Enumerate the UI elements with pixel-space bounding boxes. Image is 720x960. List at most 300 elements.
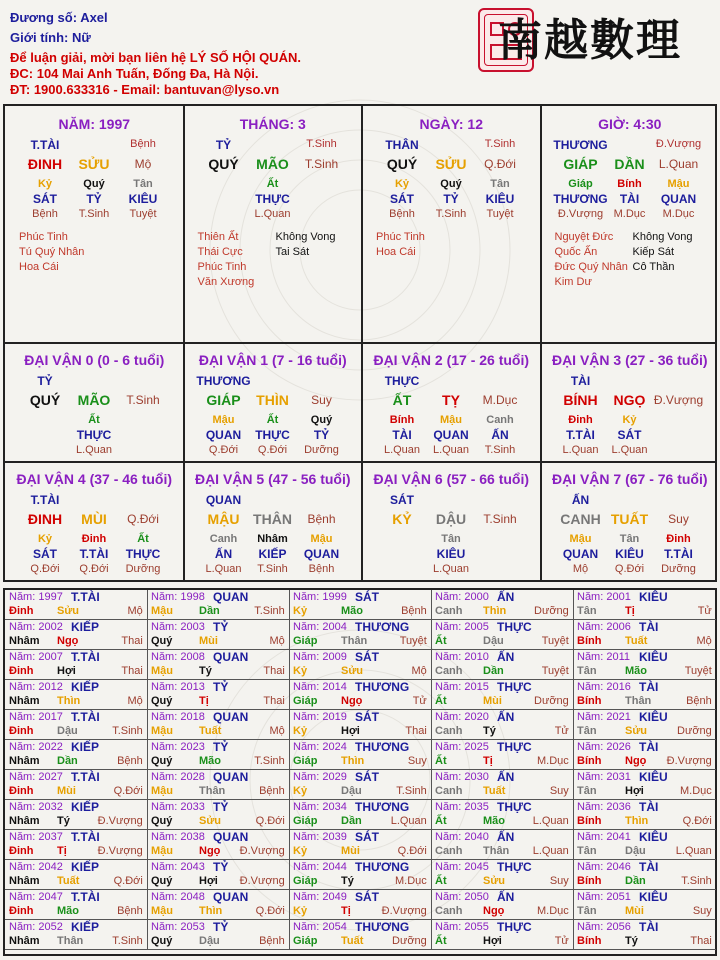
year-cell (147, 920, 290, 950)
stem-god: QUAN (205, 493, 242, 507)
hidden-stem: Kỷ (622, 414, 637, 426)
year-god: T.TÀI (71, 590, 100, 604)
pillar-3 (541, 106, 720, 342)
earthly-branch: TUẤT (610, 511, 649, 527)
contact-line: Để luận giải, mời bạn liên hệ LÝ SỐ HỘI QUÁN. (10, 50, 301, 65)
earthly-branch: MÃO (256, 156, 289, 172)
branch-phase: T.Sinh (126, 393, 160, 407)
earthly-branch: TỴ (442, 392, 460, 408)
star-item: Thiên Ất (197, 231, 239, 243)
stem-god: SÁT (390, 493, 414, 507)
year-god: SÁT (355, 770, 379, 784)
pillar-title: NĂM: 1997 (58, 116, 131, 132)
year-god: KIẾP (71, 920, 100, 934)
hidden-phase: Q.Đới (208, 444, 239, 456)
hidden-god: TỶ (86, 192, 102, 206)
year-god: ẤN (497, 590, 515, 604)
year-cell (147, 890, 290, 920)
hidden-stem: Ất (266, 414, 279, 426)
stem-god: T.TÀI (30, 493, 60, 507)
year-god: TÀI (639, 680, 659, 694)
year-branch: Sửu (57, 605, 80, 617)
year-phase: T.Sinh (112, 935, 143, 947)
year-cell (289, 680, 432, 710)
year-label: Năm: 2045 (435, 861, 489, 873)
hidden-stem: Ất (266, 178, 279, 190)
year-god: QUAN (213, 710, 249, 724)
stem-god: THƯƠNG (553, 138, 608, 152)
earthly-branch: MÃO (77, 392, 111, 408)
year-phase: L.Quan (675, 845, 712, 857)
year-label: Năm: 2056 (577, 921, 631, 933)
year-stem: Tân (577, 785, 597, 797)
year-stem: Bính (577, 875, 602, 887)
year-stem: Mậu (151, 665, 173, 677)
star-item: Tai Sát (275, 246, 310, 258)
heavenly-stem: ĐINH (27, 511, 63, 527)
year-branch: Mùi (199, 635, 218, 647)
year-stem: Nhâm (9, 935, 40, 947)
year-god: ẤN (497, 650, 515, 664)
hidden-phase: Tuyệt (486, 208, 514, 220)
year-cell (573, 650, 716, 680)
hidden-stem: Kỷ (37, 533, 53, 545)
year-branch: Mão (625, 665, 647, 677)
year-god: QUAN (213, 830, 249, 844)
year-branch: Dậu (483, 635, 504, 647)
year-phase: Thai (263, 665, 285, 677)
star-item: Kim Dư (554, 276, 592, 288)
year-branch: Thân (199, 785, 226, 797)
year-label: Năm: 2044 (293, 861, 347, 873)
year-branch: Mão (483, 815, 505, 827)
year-god: QUAN (213, 590, 249, 604)
year-label: Năm: 2026 (577, 741, 631, 753)
year-label: Năm: 1997 (9, 591, 63, 603)
year-god: SÁT (355, 890, 379, 904)
year-cell (431, 680, 574, 710)
year-phase: Tuyệt (399, 635, 427, 647)
hidden-stem: Bính (617, 178, 642, 190)
year-phase: Thai (121, 665, 143, 677)
year-phase: Thai (121, 635, 143, 647)
year-branch: Hợi (625, 785, 644, 797)
year-branch: Hợi (57, 665, 76, 677)
star-item: Nguyệt Đức (554, 231, 614, 243)
hidden-stem: Tân (619, 533, 640, 545)
year-god: THỰC (497, 920, 532, 934)
year-stem: Bính (577, 635, 602, 647)
year-branch: Mão (199, 755, 221, 767)
year-branch: Tị (341, 905, 351, 917)
year-phase: L.Quan (532, 815, 569, 827)
year-branch: Dậu (57, 725, 78, 737)
hidden-phase: T.Sinh (78, 208, 110, 220)
year-cell (147, 740, 290, 770)
year-phase: L.Quan (390, 815, 427, 827)
hidden-phase: Tuyệt (129, 208, 157, 220)
year-label: Năm: 2041 (577, 831, 631, 843)
hidden-god: TỶ (443, 192, 459, 206)
branch-phase: T.Sinh (483, 512, 517, 526)
stem-phase: T.Sinh (484, 138, 516, 150)
year-branch: Tuất (57, 875, 80, 887)
year-stem: Quý (151, 875, 173, 887)
year-cell (289, 620, 432, 650)
stem-god: THƯƠNG (196, 374, 251, 388)
year-cell (5, 680, 148, 710)
year-stem: Kỷ (293, 905, 308, 917)
dai-van-6 (362, 463, 541, 580)
year-label: Năm: 2010 (435, 651, 489, 663)
star-item: Quốc Ấn (554, 246, 598, 258)
year-god: KIẾP (71, 800, 100, 814)
year-phase: Thai (263, 695, 285, 707)
star-item: Cô Thần (632, 261, 675, 273)
year-phase: T.Sinh (254, 605, 285, 617)
year-phase: M.Dục (680, 785, 712, 797)
year-stem: Quý (151, 815, 173, 827)
branch-phase: Q.Đới (127, 512, 159, 526)
hidden-phase: Dưỡng (125, 563, 161, 575)
year-god: THỰC (497, 800, 532, 814)
year-stem: Giáp (293, 815, 318, 827)
year-phase: Dưỡng (392, 935, 427, 947)
year-cell (573, 740, 716, 770)
hidden-stem: Mậu (212, 414, 235, 426)
year-phase: Q.Đới (113, 785, 143, 797)
year-cell (5, 770, 148, 800)
year-stem: Tân (577, 725, 597, 737)
year-phase: Mộ (127, 695, 143, 707)
year-stem: Mậu (151, 845, 173, 857)
year-stem: Bính (577, 695, 602, 707)
year-label: Năm: 2046 (577, 861, 631, 873)
year-cell (5, 650, 148, 680)
dai-van-7 (541, 463, 720, 580)
hidden-god: QUAN (562, 547, 599, 561)
heavenly-stem: QUÝ (386, 156, 418, 172)
year-label: Năm: 2037 (9, 831, 63, 843)
star-item: Kiếp Sát (632, 246, 675, 258)
hidden-phase: L.Quan (562, 444, 599, 456)
year-phase: Q.Đới (113, 875, 143, 887)
year-stem: Kỷ (293, 845, 308, 857)
year-phase: Mộ (411, 665, 427, 677)
hidden-stem: Quý (83, 178, 105, 190)
year-god: KIÊU (639, 650, 668, 664)
year-phase: Tử (554, 725, 569, 737)
year-cell (5, 860, 148, 890)
earthly-branch: SỬU (78, 156, 110, 172)
year-phase: Bệnh (259, 935, 285, 947)
year-branch: Thìn (57, 695, 81, 707)
stem-phase: Đ.Vượng (655, 138, 702, 150)
year-stem: Kỷ (293, 665, 308, 677)
year-cell (5, 890, 148, 920)
pillars-grid (3, 104, 717, 582)
year-god: T.TÀI (71, 770, 100, 784)
hidden-stem: Đinh (666, 533, 691, 545)
hidden-god: KIÊU (436, 547, 466, 561)
year-label: Năm: 2040 (435, 831, 489, 843)
branch-phase: Q.Đới (484, 157, 516, 171)
pillar-title: GIỜ: 4:30 (598, 116, 662, 132)
year-phase: Tuyệt (541, 665, 569, 677)
hidden-god: QUAN (433, 428, 469, 442)
hidden-phase: Q.Đới (79, 563, 109, 575)
year-cell (5, 620, 148, 650)
year-cell (289, 800, 432, 830)
year-stem: Đinh (9, 845, 34, 857)
year-phase: Bệnh (117, 905, 143, 917)
year-cell (431, 830, 574, 860)
year-stem: Kỷ (293, 605, 308, 617)
hidden-god: THỰC (255, 428, 290, 442)
year-label: Năm: 2043 (151, 861, 205, 873)
heavenly-stem: ẤT (392, 392, 412, 408)
hidden-phase: Dưỡng (661, 563, 696, 575)
hidden-god: ẤN (214, 547, 233, 561)
year-branch: Dần (199, 605, 220, 617)
year-cell (289, 770, 432, 800)
hidden-god: KIẾP (258, 547, 287, 561)
hidden-phase: L.Quan (432, 444, 470, 456)
year-stem: Ất (435, 755, 447, 767)
year-cell (5, 590, 148, 620)
year-god: KIÊU (639, 590, 668, 604)
year-cell (289, 830, 432, 860)
year-god: SÁT (355, 710, 379, 724)
hidden-god: T.TÀI (79, 547, 109, 561)
phone-email-line: ĐT: 1900.633316 - Email: bantuvan@lyso.vn (10, 82, 280, 97)
year-branch: Dậu (199, 935, 220, 947)
year-god: THỰC (497, 740, 532, 754)
year-branch: Thìn (483, 605, 507, 617)
year-stem: Nhâm (9, 755, 40, 767)
year-cell (573, 800, 716, 830)
year-phase: Bệnh (117, 755, 143, 767)
year-stem: Quý (151, 935, 173, 947)
year-branch: Sửu (483, 875, 506, 887)
hidden-phase: Q.Đới (30, 563, 60, 575)
year-god: THỰC (497, 860, 532, 874)
year-branch: Dậu (625, 845, 646, 857)
year-stem: Quý (151, 755, 173, 767)
year-god: THỰC (497, 620, 532, 634)
address-line: ĐC: 104 Mai Anh Tuấn, Đống Đa, Hà Nội. (10, 66, 259, 81)
year-cell (431, 800, 574, 830)
stem-god: T.TÀI (30, 138, 60, 152)
year-cell (5, 830, 148, 860)
stem-phase: Bệnh (130, 138, 156, 150)
year-branch: Thân (57, 935, 84, 947)
year-cell (5, 920, 148, 950)
hidden-stem: Mậu (667, 178, 690, 190)
year-label: Năm: 2003 (151, 621, 205, 633)
year-label: Năm: 2036 (577, 801, 631, 813)
hidden-phase: Dưỡng (304, 444, 339, 456)
hidden-stem: Tân (133, 178, 153, 190)
year-label: Năm: 2054 (293, 921, 347, 933)
year-cell (573, 620, 716, 650)
hidden-phase: T.Sinh (435, 208, 467, 220)
year-god: QUAN (213, 890, 249, 904)
year-stem: Đinh (9, 665, 34, 677)
hidden-stem: Tân (490, 178, 510, 190)
year-stem: Giáp (293, 875, 318, 887)
year-god: ẤN (497, 890, 515, 904)
year-branch: Ngọ (483, 905, 505, 917)
earthly-branch: THÌN (256, 392, 289, 408)
stem-god: TỶ (37, 374, 53, 388)
header (0, 0, 720, 104)
hidden-stem: Mậu (440, 414, 462, 426)
year-branch: Thìn (199, 905, 223, 917)
year-god: T.TÀI (71, 890, 100, 904)
hidden-god: THỰC (255, 192, 290, 206)
year-stem: Nhâm (9, 635, 40, 647)
year-god: THƯƠNG (355, 740, 410, 754)
earthly-branch: DẦN (614, 156, 645, 172)
year-branch: Mùi (625, 905, 644, 917)
year-cell (5, 710, 148, 740)
year-cell (431, 650, 574, 680)
hidden-phase: L.Quan (383, 444, 421, 456)
year-god: ẤN (497, 710, 515, 724)
pillar-title: THÁNG: 3 (239, 116, 306, 132)
hidden-phase: Q.Đới (257, 444, 288, 456)
hidden-phase: Mộ (572, 563, 589, 575)
year-stem: Canh (435, 845, 463, 857)
year-label: Năm: 2050 (435, 891, 489, 903)
year-god: SÁT (355, 590, 379, 604)
year-stem: Mậu (151, 785, 173, 797)
pillar-2 (362, 106, 541, 342)
branch-phase: Suy (311, 393, 332, 407)
year-branch: Thân (483, 845, 510, 857)
hidden-god: KIÊU (128, 192, 158, 206)
hidden-god: THƯƠNG (553, 192, 608, 206)
hidden-stem: Quý (310, 414, 333, 426)
year-label: Năm: 2001 (577, 591, 631, 603)
year-cell (289, 590, 432, 620)
year-label: Năm: 2014 (293, 681, 347, 693)
year-phase: Q.Đới (397, 845, 427, 857)
year-branch: Mão (341, 605, 363, 617)
branch-phase: M.Dục (482, 393, 518, 407)
year-label: Năm: 2031 (577, 771, 631, 783)
year-god: TÀI (639, 920, 659, 934)
year-god: TỶ (213, 740, 229, 754)
hidden-stem: Kỷ (37, 178, 53, 190)
year-label: Năm: 2039 (293, 831, 347, 843)
gender-line (10, 30, 91, 46)
hidden-stem: Bính (389, 414, 415, 426)
stem-god: THÂN (385, 138, 419, 152)
year-phase: Dưỡng (534, 695, 569, 707)
year-stem: Bính (577, 935, 602, 947)
branch-phase: Bệnh (307, 512, 336, 526)
year-phase: M.Dục (537, 755, 569, 767)
gender-label: Giới tính: (10, 30, 69, 45)
earthly-branch: SỬU (435, 156, 467, 172)
year-phase: Q.Đới (255, 905, 285, 917)
year-phase: Bệnh (686, 695, 712, 707)
year-branch: Tuất (483, 785, 506, 797)
year-label: Năm: 2018 (151, 711, 205, 723)
year-phase: Suy (407, 755, 427, 767)
year-label: Năm: 2055 (435, 921, 489, 933)
year-stem: Giáp (293, 695, 318, 707)
year-stem: Giáp (293, 635, 318, 647)
star-item: Phúc Tinh (197, 261, 247, 273)
hidden-god: QUAN (303, 547, 340, 561)
year-phase: Tử (554, 935, 569, 947)
year-cell (431, 590, 574, 620)
year-god: QUAN (213, 650, 249, 664)
year-phase: Bệnh (401, 605, 427, 617)
gender-value: Nữ (71, 30, 91, 45)
year-god: TÀI (639, 860, 659, 874)
year-stem: Giáp (293, 935, 318, 947)
heavenly-stem: QUÝ (208, 156, 239, 172)
year-phase: Đ.Vượng (97, 815, 143, 827)
year-stem: Mậu (151, 905, 173, 917)
year-phase: Dưỡng (534, 605, 569, 617)
year-branch: Ngọ (57, 635, 79, 647)
dai-van-title: ĐẠI VẬN 2 (17 - 26 tuổi) (373, 352, 530, 368)
year-label: Năm: 2008 (151, 651, 205, 663)
year-cell (289, 920, 432, 950)
year-branch: Hợi (483, 935, 502, 947)
year-label: Năm: 2032 (9, 801, 63, 813)
earthly-branch: DẬU (435, 511, 467, 527)
year-stem: Đinh (9, 905, 34, 917)
year-label: Năm: 2006 (577, 621, 631, 633)
year-god: THƯƠNG (355, 860, 410, 874)
heavenly-stem: CANH (560, 511, 601, 527)
year-branch: Ngọ (341, 695, 363, 707)
hidden-stem: Mậu (310, 533, 333, 545)
heavenly-stem: ĐINH (27, 156, 63, 172)
year-cell (147, 830, 290, 860)
year-god: TỶ (213, 680, 229, 694)
year-label: Năm: 2029 (293, 771, 347, 783)
year-label: Năm: 2012 (9, 681, 63, 693)
year-god: T.TÀI (71, 830, 100, 844)
year-branch: Dậu (341, 785, 362, 797)
year-cell (289, 860, 432, 890)
year-label: Năm: 2009 (293, 651, 347, 663)
year-label: Năm: 2019 (293, 711, 347, 723)
year-god: TÀI (639, 740, 659, 754)
year-god: KIẾP (71, 860, 100, 874)
year-stem: Canh (435, 785, 463, 797)
hidden-god: TỶ (313, 428, 330, 442)
dai-van-title: ĐẠI VẬN 1 (7 - 16 tuổi) (198, 352, 347, 368)
year-label: Năm: 2004 (293, 621, 347, 633)
hidden-phase: T.Sinh (484, 444, 516, 456)
hidden-god: TÀI (392, 428, 412, 442)
dai-van-3 (541, 344, 720, 461)
star-item: Thái Cực (197, 246, 243, 258)
year-god: TỶ (213, 860, 229, 874)
year-label: Năm: 2030 (435, 771, 489, 783)
year-phase: Thai (690, 935, 712, 947)
year-god: ẤN (497, 770, 515, 784)
year-label: Năm: 2049 (293, 891, 347, 903)
